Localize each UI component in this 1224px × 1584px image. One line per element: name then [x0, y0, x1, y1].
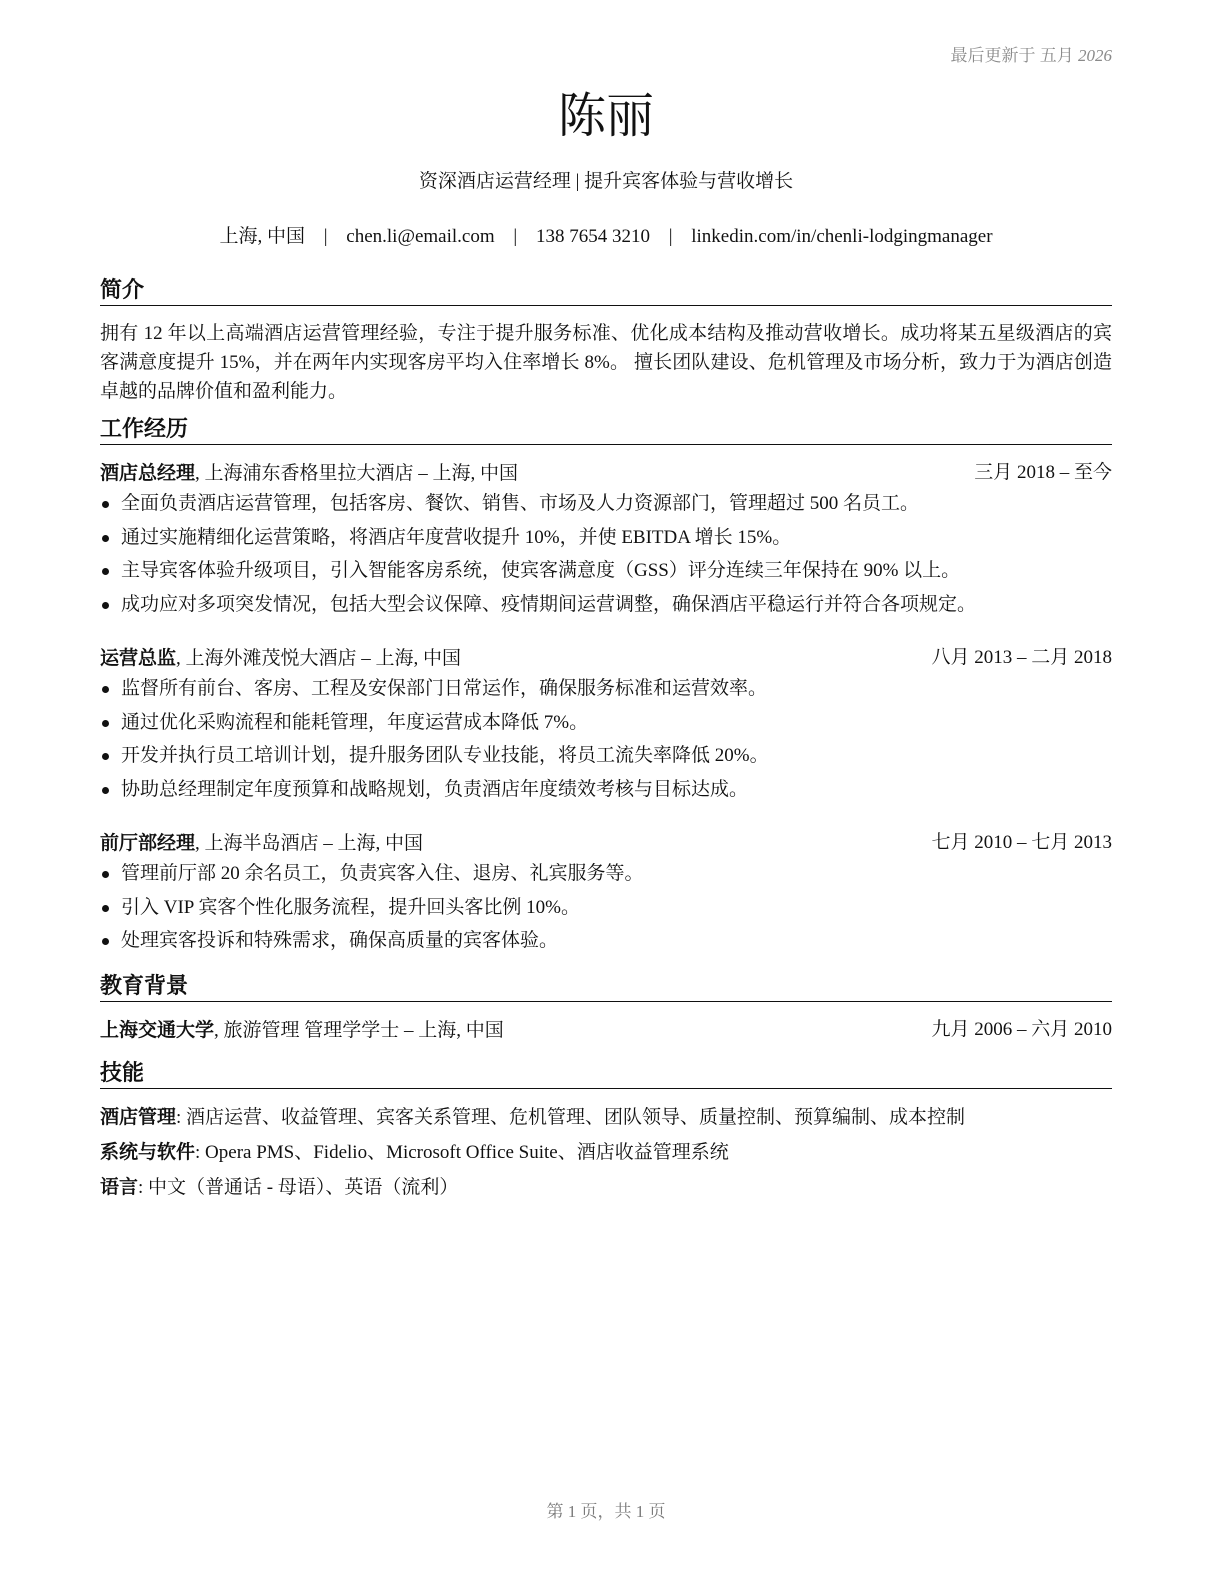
- skill-row: [100, 1138, 1112, 1167]
- list-item: [100, 742, 1112, 776]
- skill-value: : Opera PMS、Fidelio、Microsoft Office Suite、酒店收益管理系统: [195, 1142, 729, 1163]
- bullet-text: 开发并执行员工培训计划，提升服务团队专业技能，将员工流失率降低 20%。: [121, 745, 769, 766]
- list-item: [100, 927, 1112, 961]
- bullet-dot-icon: [102, 753, 109, 760]
- last-updated-year: 2026: [1078, 46, 1112, 65]
- education-heading: 教育背景: [100, 973, 1112, 1002]
- job-role: 前厅部经理: [100, 832, 196, 854]
- list-item: [100, 591, 1112, 625]
- education-dates: 九月 2006 – 六月 2010: [931, 1019, 1112, 1040]
- bullet-text: 处理宾客投诉和特殊需求，确保高质量的宾客体验。: [121, 930, 559, 951]
- last-updated: [951, 44, 1113, 68]
- contact-linkedin[interactable]: linkedin.com/in/chenli-lodgingmanager: [691, 226, 993, 247]
- summary-text: 拥有 12 年以上高端酒店运营管理经验，专注于提升服务标准、优化成本结构及推动营收增长。成功将某五星级酒店的宾客满意度提升 15%，并在两年内实现客房平均入住率增长 8%。 擅长团队建设、危机管理及市场分析，致力于为酒店创造卓越的品牌价值和盈利能力。: [100, 323, 1112, 402]
- bullet-text: 管理前厅部 20 余名员工，负责宾客入住、退房、礼宾服务等。: [121, 863, 644, 884]
- job-bullets: [100, 490, 1112, 624]
- education-school: 上海交通大学: [100, 1019, 215, 1041]
- job-org: , 上海浦东香格里拉大酒店 – 上海, 中国: [195, 463, 519, 484]
- education-row: [100, 1016, 1112, 1044]
- job-bullets: [100, 675, 1112, 809]
- contact-phone: 138 7654 3210: [535, 226, 650, 247]
- job-title-line: [100, 459, 518, 488]
- contact-location: 上海, 中国: [219, 226, 305, 247]
- summary-heading: 简介: [100, 277, 1112, 306]
- bullet-dot-icon: [102, 686, 109, 693]
- job-dates: 七月 2010 – 七月 2013: [931, 832, 1112, 853]
- education-line: [100, 1016, 504, 1045]
- education-detail: , 旅游管理 管理学学士 – 上海, 中国: [214, 1020, 504, 1041]
- list-item: [100, 490, 1112, 524]
- job-title-line: [100, 829, 423, 858]
- resume-page: [100, 0, 1112, 1584]
- skill-label: 系统与软件: [100, 1141, 196, 1163]
- job-dates: 八月 2013 – 二月 2018: [931, 647, 1112, 668]
- bullet-text: 成功应对多项突发情况，包括大型会议保障、疫情期间运营调整，确保酒店平稳运行并符合各项规定。: [121, 593, 977, 615]
- job-role: 酒店总经理: [100, 462, 196, 484]
- list-item: [100, 524, 1112, 558]
- list-item: [100, 894, 1112, 928]
- job-role: 运营总监: [100, 647, 177, 669]
- list-item: [100, 860, 1112, 894]
- job-bullets: [100, 860, 1112, 961]
- bullet-dot-icon: [102, 720, 109, 727]
- job-dates: 三月 2018 – 至今: [974, 462, 1112, 483]
- contact-email[interactable]: chen.li@email.com: [346, 226, 495, 247]
- bullet-dot-icon: [102, 535, 109, 542]
- job-header: [100, 644, 1112, 672]
- bullet-dot-icon: [102, 905, 109, 912]
- job-header: [100, 459, 1112, 487]
- bullet-text: 监督所有前台、客房、工程及安保部门日常运作，确保服务标准和运营效率。: [121, 678, 768, 699]
- bullet-dot-icon: [102, 568, 109, 575]
- skill-value: : 酒店运营、收益管理、宾客关系管理、危机管理、团队领导、质量控制、预算编制、成本控制: [176, 1107, 966, 1128]
- skill-label: 酒店管理: [100, 1106, 177, 1128]
- list-item: [100, 557, 1112, 591]
- tagline: 资深酒店运营经理 | 提升宾客体验与营收增长: [418, 171, 794, 192]
- contact-line: [100, 223, 1112, 251]
- bullet-dot-icon: [102, 602, 109, 609]
- bullet-dot-icon: [102, 787, 109, 794]
- candidate-name: 陈丽: [557, 88, 654, 144]
- skill-row: [100, 1173, 1112, 1202]
- contact-separator: |: [513, 226, 518, 247]
- bullet-text: 主导宾客体验升级项目，引入智能客房系统，使宾客满意度（GSS）评分连续三年保持在 90% 以上。: [121, 560, 961, 581]
- job-org: , 上海外滩茂悦大酒店 – 上海, 中国: [176, 648, 462, 669]
- list-item: [100, 709, 1112, 743]
- skill-value: : 中文（普通话 - 母语）、英语（流利）: [138, 1177, 459, 1198]
- job-header: [100, 829, 1112, 857]
- skill-label: 语言: [100, 1176, 139, 1198]
- bullet-text: 协助总经理制定年度预算和战略规划，负责酒店年度绩效考核与目标达成。: [121, 778, 749, 800]
- experience-heading: 工作经历: [100, 416, 1112, 445]
- skills-heading: 技能: [100, 1060, 1112, 1089]
- page-number: 第 1 页，共 1 页: [546, 1502, 666, 1521]
- bullet-dot-icon: [102, 938, 109, 945]
- list-item: [100, 675, 1112, 709]
- bullet-dot-icon: [102, 501, 109, 508]
- job-org: , 上海半岛酒店 – 上海, 中国: [195, 833, 424, 854]
- last-updated-label: 最后更新于 五月: [950, 46, 1074, 65]
- list-item: [100, 776, 1112, 810]
- skill-row: [100, 1103, 1112, 1132]
- job-title-line: [100, 644, 461, 673]
- bullet-text: 引入 VIP 宾客个性化服务流程，提升回头客比例 10%。: [121, 896, 580, 918]
- contact-separator: |: [323, 226, 328, 247]
- bullet-text: 通过实施精细化运营策略，将酒店年度营收提升 10%，并使 EBITDA 增长 15%。: [121, 526, 792, 548]
- bullet-text: 全面负责酒店运营管理，包括客房、餐饮、销售、市场及人力资源部门，管理超过 500 名员工。: [121, 493, 920, 514]
- contact-separator: |: [668, 226, 673, 247]
- bullet-text: 通过优化采购流程和能耗管理，年度运营成本降低 7%。: [121, 711, 589, 733]
- bullet-dot-icon: [102, 871, 109, 878]
